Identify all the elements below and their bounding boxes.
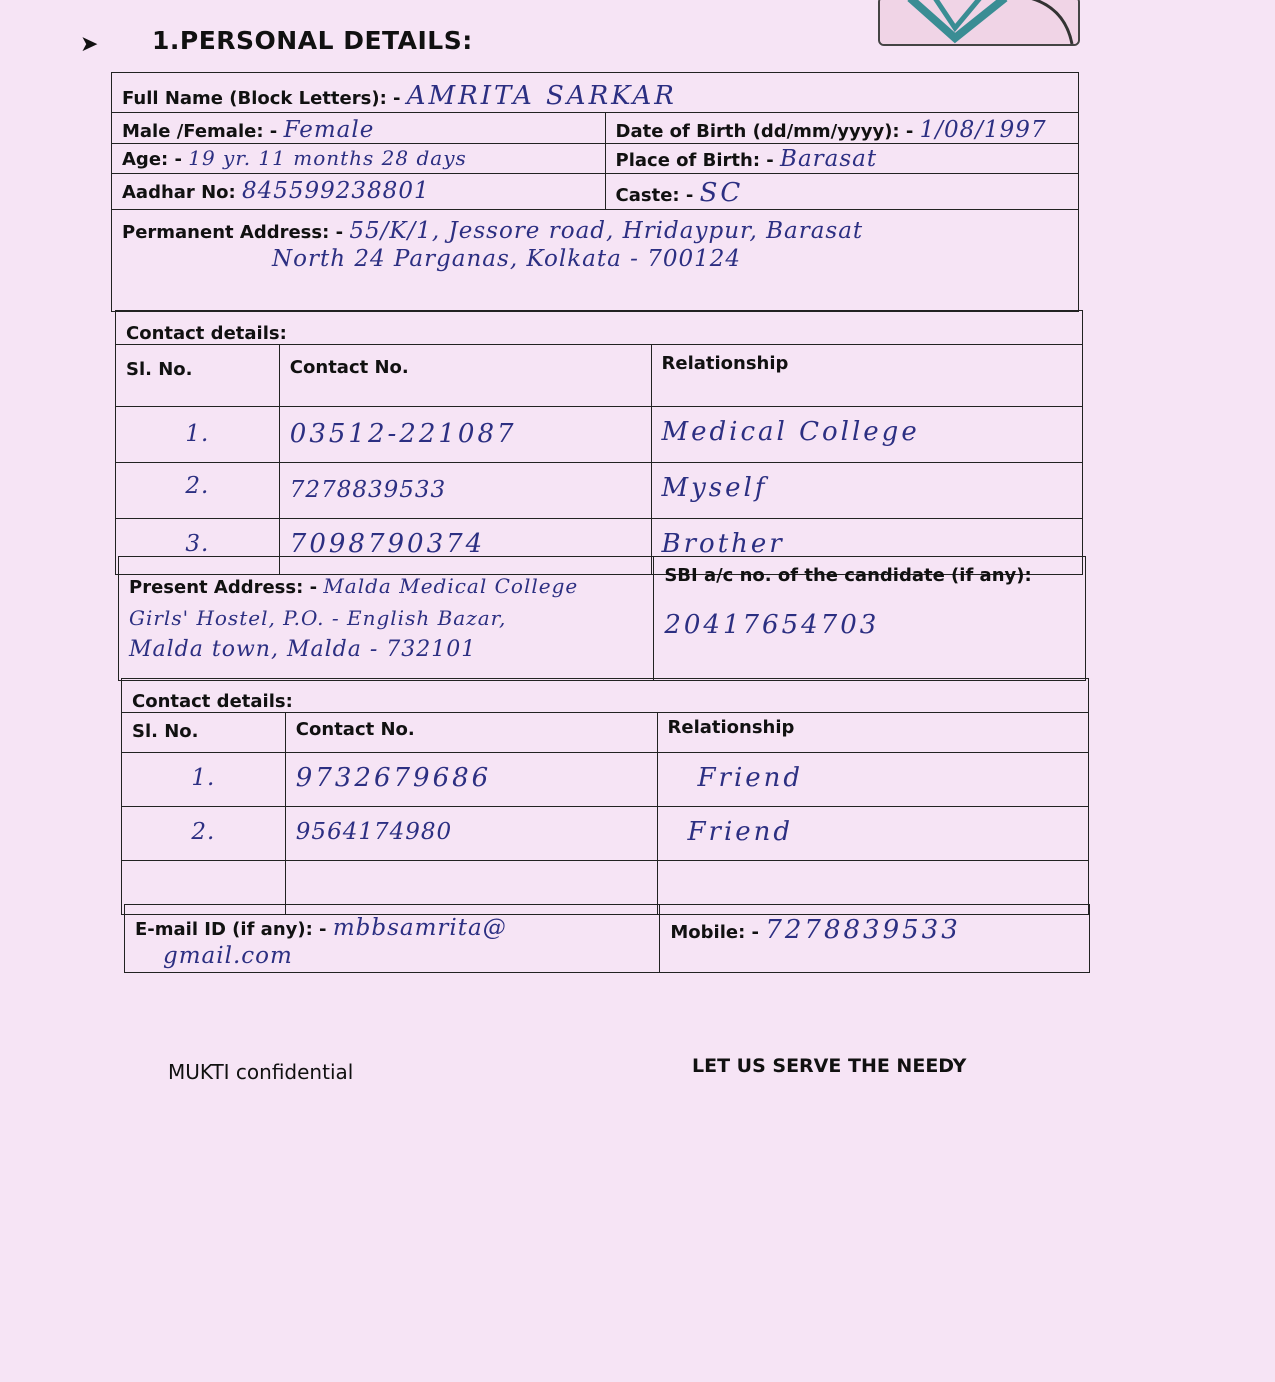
row-sl: 1. [185, 421, 210, 447]
row-sl: 3. [185, 531, 210, 557]
col-sl-label: Sl. No. [126, 359, 193, 380]
full-name-value: AMRITA SARKAR [406, 81, 677, 111]
row-contact: 7098790374 [289, 529, 486, 559]
contact-details-title-1 [116, 311, 1083, 345]
age-value: 19 yr. 11 months 28 days [188, 146, 467, 170]
table-row [116, 407, 1083, 463]
row-relationship: Friend [697, 763, 804, 793]
contact-details-table-1 [115, 310, 1083, 575]
bullet-arrow-icon: ➤ [80, 32, 99, 57]
present-address-table [118, 556, 1086, 681]
caste-cell [605, 174, 1078, 210]
caste-value: SC [699, 178, 744, 208]
mobile-label: Mobile: - [670, 922, 760, 943]
section-title: 1.PERSONAL DETAILS: [152, 26, 473, 55]
pob-cell [605, 144, 1078, 174]
row-contact: 9564174980 [295, 819, 453, 845]
mobile-value: 7278839533 [765, 915, 961, 945]
sbi-cell [654, 557, 1086, 681]
present-address-line2: Girls' Hostel, P.O. - English Bazar, [129, 606, 507, 630]
row-contact: 9732679686 [295, 763, 492, 793]
col-rel-label: Relationship [661, 353, 789, 374]
mobile-cell [660, 905, 1090, 973]
sbi-label: SBI a/c no. of the candidate (if any): [664, 565, 1032, 586]
contact-details-table-2 [121, 678, 1089, 915]
sbi-value: 20417654703 [664, 610, 880, 640]
email-value-line2: gmail.com [163, 943, 293, 969]
permanent-address-label: Permanent Address: - [122, 222, 344, 243]
pob-label: Place of Birth: - [615, 150, 774, 171]
permanent-address-line2: North 24 Parganas, Kolkata - 700124 [272, 246, 742, 272]
aadhar-cell [112, 174, 606, 210]
row-contact: 7278839533 [289, 477, 447, 503]
col-sl-header-2 [122, 713, 286, 753]
photo-thumbnail [878, 0, 1080, 46]
col-rel-label: Relationship [667, 717, 795, 738]
col-contact-label: Contact No. [295, 719, 415, 740]
aadhar-label: Aadhar No: [122, 182, 236, 203]
footer-right: LET US SERVE THE NEEDY [692, 1055, 967, 1077]
age-cell [112, 144, 606, 174]
full-name-label: Full Name (Block Letters): - [122, 88, 401, 109]
email-mobile-table [124, 904, 1090, 973]
col-rel-header [651, 345, 1083, 407]
present-address-cell [119, 557, 654, 681]
gender-label: Male /Female: - [122, 121, 278, 142]
present-address-line1: Malda Medical College [323, 574, 579, 598]
row-contact: 03512-221087 [289, 419, 517, 449]
email-cell [125, 905, 660, 973]
row-relationship: Medical College [661, 417, 920, 447]
col-sl-header [116, 345, 280, 407]
email-label: E-mail ID (if any): - [135, 919, 327, 940]
email-value-line1: mbbsamrita@ [332, 915, 507, 941]
col-contact-header-2 [285, 713, 657, 753]
col-contact-label: Contact No. [289, 357, 409, 378]
table-row [122, 807, 1089, 861]
caste-label: Caste: - [615, 185, 694, 206]
row-relationship: Friend [687, 817, 794, 847]
col-rel-header-2 [657, 713, 1089, 753]
present-address-line3: Malda town, Malda - 732101 [129, 637, 477, 662]
pob-value: Barasat [780, 146, 878, 172]
col-sl-label: Sl. No. [132, 721, 199, 742]
permanent-address-line1: 55/K/1, Jessore road, Hridaypur, Barasat [349, 218, 864, 244]
contact-details-heading-1: Contact details: [126, 323, 287, 344]
dob-value: 1/08/1997 [919, 117, 1047, 143]
age-label: Age: - [122, 149, 182, 170]
table-row [116, 463, 1083, 519]
footer-left: MUKTI confidential [168, 1060, 354, 1084]
personal-details-table [111, 72, 1079, 312]
dob-cell [605, 113, 1078, 144]
row-relationship: Myself [661, 473, 768, 503]
gender-cell [112, 113, 606, 144]
dob-label: Date of Birth (dd/mm/yyyy): - [615, 121, 914, 142]
row-sl: 2. [191, 819, 216, 845]
gender-value: Female [283, 117, 375, 143]
present-address-label: Present Address: - [129, 577, 318, 598]
aadhar-value: 845599238801 [241, 178, 430, 204]
row-sl: 1. [191, 765, 216, 791]
full-name-cell [112, 73, 1079, 113]
col-contact-header [279, 345, 651, 407]
contact-details-title-2 [122, 679, 1089, 713]
table-row [122, 753, 1089, 807]
row-relationship: Brother [661, 529, 785, 559]
permanent-address-cell [112, 210, 1079, 312]
row-sl: 2. [185, 473, 210, 499]
contact-details-heading-2: Contact details: [132, 691, 293, 712]
